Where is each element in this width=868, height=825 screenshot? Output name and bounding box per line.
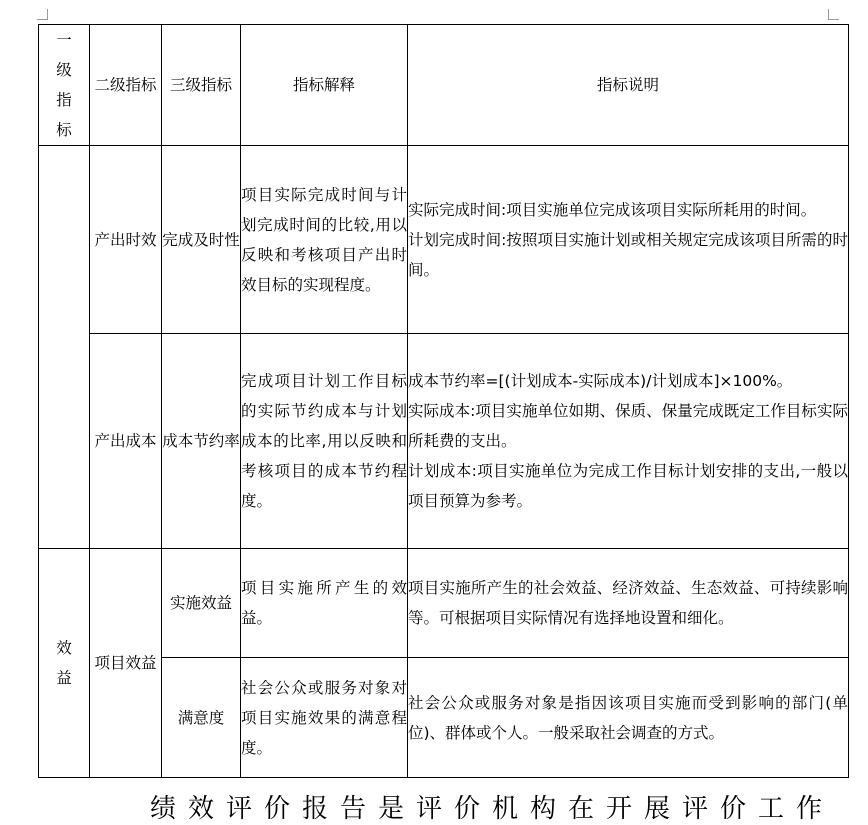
header-description: 指标说明 xyxy=(408,25,849,146)
cell-interpretation: 社会公众或服务对象对项目实施效果的满意程度。 xyxy=(241,658,408,778)
cell-level3: 完成及时性 xyxy=(162,146,241,334)
table-row xyxy=(39,146,849,334)
header-level3: 三级指标 xyxy=(162,25,241,146)
description-line: 成本节约率=[(计划成本-实际成本)/计划成本]×100%。 xyxy=(408,372,793,390)
trailing-paragraph-text: 绩效评价报告是评价机构在开展评价工作 xyxy=(150,794,835,824)
indicator-table xyxy=(38,24,849,778)
description-line: 计划成本:项目实施单位为完成工作目标计划安排的支出,一般以项目预算为参考。 xyxy=(408,462,848,510)
table-row xyxy=(39,549,849,658)
page-corner-mark-right xyxy=(828,9,839,20)
table-header-row xyxy=(39,25,849,146)
cell-level3: 实施效益 xyxy=(162,549,241,658)
cell-level2: 产出时效 xyxy=(90,146,162,334)
cell-description xyxy=(408,334,849,549)
description-line: 社会公众或服务对象是指因该项目实施而受到影响的部门(单位)、群体或个人。一般采取社会调查的方式。 xyxy=(408,693,848,742)
header-interpretation: 指标解释 xyxy=(241,25,408,146)
cell-description xyxy=(408,549,849,658)
cell-level2: 产出成本 xyxy=(90,334,162,549)
cell-description xyxy=(408,146,849,334)
cell-level1: 效益 xyxy=(39,549,90,778)
cell-level3: 成本节约率 xyxy=(162,334,241,549)
cell-interpretation: 项目实际完成时间与计划完成时间的比较,用以反映和考核项目产出时效目标的实现程度。 xyxy=(241,146,408,334)
cell-interpretation: 完成项目计划工作目标的实际节约成本与计划成本的比率,用以反映和考核项目的成本节约程度。 xyxy=(241,334,408,549)
cell-level1 xyxy=(39,146,90,549)
description-line: 实际成本:项目实施单位如期、保质、保量完成既定工作目标实际所耗费的支出。 xyxy=(408,402,848,450)
cell-level2: 项目效益 xyxy=(90,549,162,778)
page-corner-mark-left xyxy=(37,9,48,20)
cell-interpretation: 项目实施所产生的效益。 xyxy=(241,549,408,658)
header-level1: 一级指标 xyxy=(39,25,90,146)
header-level2: 二级指标 xyxy=(90,25,162,146)
cell-description xyxy=(408,658,849,778)
description-line: 实际完成时间:项目实施单位完成该项目实际所耗用的时间。 xyxy=(408,200,817,219)
cell-level3: 满意度 xyxy=(162,658,241,778)
description-line: 项目实施所产生的社会效益、经济效益、生态效益、可持续影响等。可根据项目实际情况有选择地设置和细化。 xyxy=(408,579,848,627)
table-row xyxy=(39,334,849,549)
description-line: 计划完成时间:按照项目实施计划或相关规定完成该项目所需的时间。 xyxy=(408,230,848,279)
